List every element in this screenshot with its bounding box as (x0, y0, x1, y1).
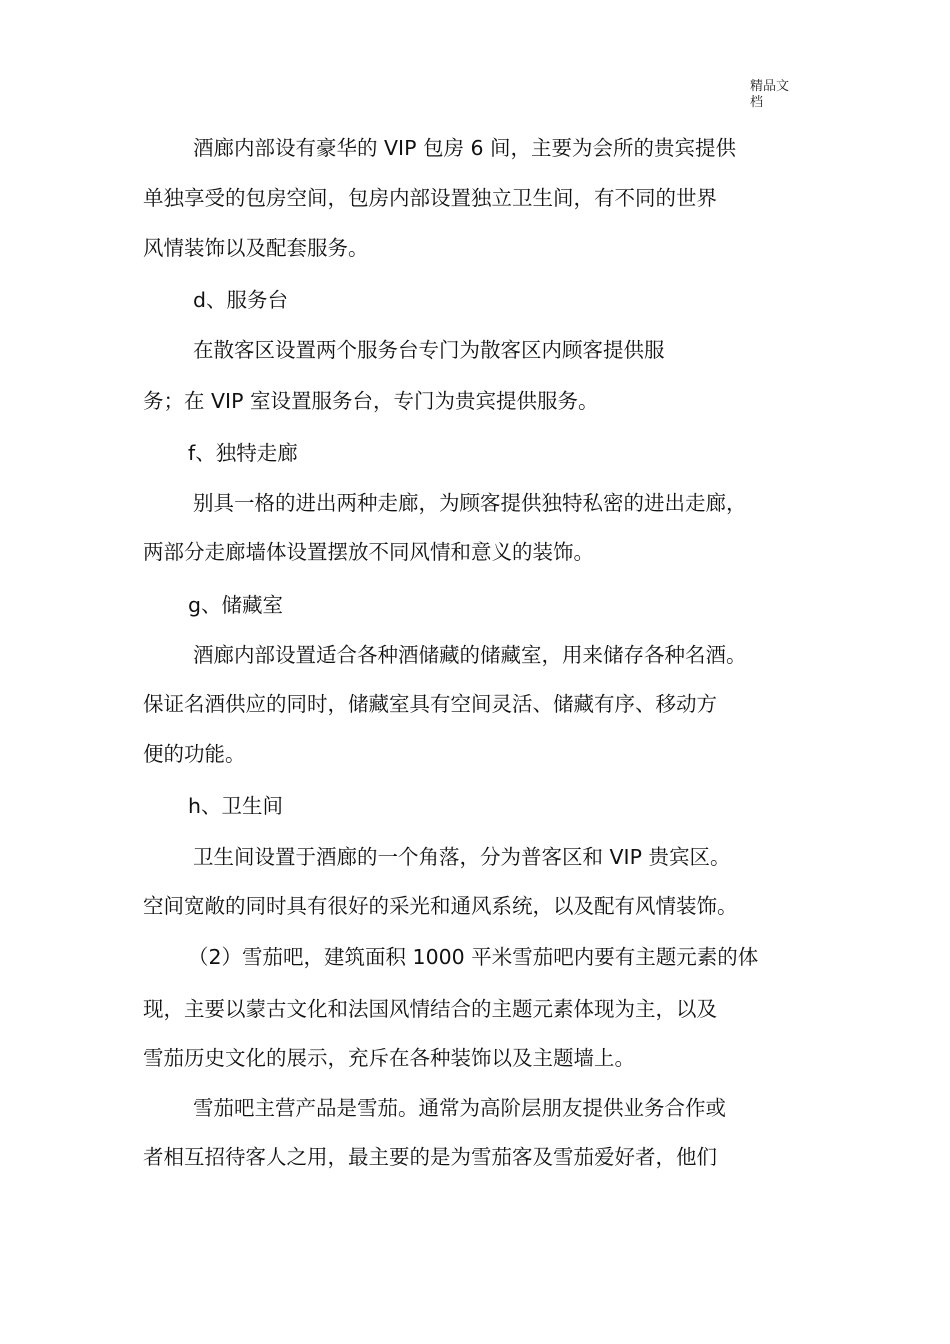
section-heading: g、储藏室 (188, 593, 284, 617)
paragraph-line: 空间宽敞的同时具有很好的采光和通风系统，以及配有风情装饰。 (143, 894, 738, 918)
paragraph-line: 者相互招待客人之用，最主要的是为雪茄客及雪茄爱好者，他们 (143, 1145, 717, 1169)
paragraph-line: 雪茄吧主营产品是雪茄。通常为高阶层朋友提供业务合作或 (193, 1096, 726, 1120)
paragraph-line: 雪茄历史文化的展示，充斥在各种装饰以及主题墙上。 (143, 1046, 635, 1070)
paragraph-line: （2）雪茄吧，建筑面积 1000 平米雪茄吧内要有主题元素的体 (188, 945, 759, 969)
paragraph-line: 在散客区设置两个服务台专门为散客区内顾客提供服 (193, 338, 665, 362)
paragraph-line: 别具一格的进出两种走廊，为顾客提供独特私密的进出走廊， (193, 491, 747, 515)
paragraph-line: 风情装饰以及配套服务。 (143, 236, 369, 260)
header-watermark: 精品文 档 (750, 79, 790, 110)
paragraph-line: 卫生间设置于酒廊的一个角落，分为普客区和 VIP 贵宾区。 (193, 845, 731, 869)
paragraph-line: 单独享受的包房空间，包房内部设置独立卫生间，有不同的世界 (143, 186, 717, 210)
paragraph-line: 务；在 VIP 室设置服务台，专门为贵宾提供服务。 (143, 389, 599, 413)
paragraph-line: 酒廊内部设有豪华的 VIP 包房 6 间，主要为会所的贵宾提供 (193, 136, 737, 160)
paragraph-line: 便的功能。 (143, 742, 246, 766)
section-heading: f、独特走廊 (188, 441, 298, 465)
section-heading: h、卫生间 (188, 794, 283, 818)
paragraph-line: 酒廊内部设置适合各种酒储藏的储藏室，用来储存各种名酒。 (193, 643, 747, 667)
paragraph-line: 两部分走廊墙体设置摆放不同风情和意义的装饰。 (143, 540, 594, 564)
section-heading: d、服务台 (193, 288, 289, 312)
paragraph-line: 现，主要以蒙古文化和法国风情结合的主题元素体现为主，以及 (143, 997, 717, 1021)
paragraph-line: 保证名酒供应的同时，储藏室具有空间灵活、储藏有序、移动方 (143, 692, 717, 716)
